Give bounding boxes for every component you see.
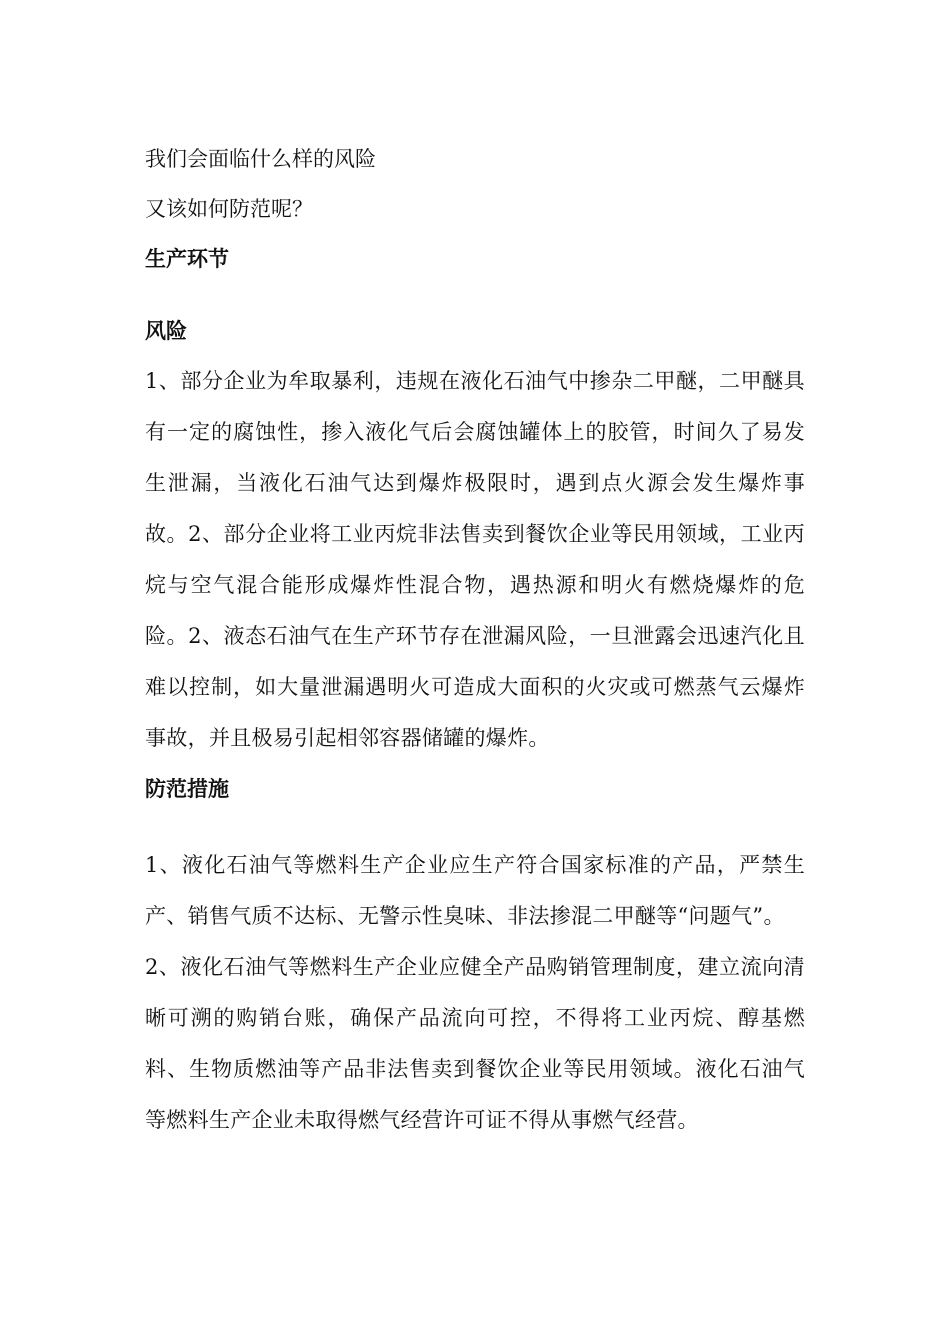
prevention-item-1: 1、液化石油气等燃料生产企业应生产符合国家标准的产品，严禁生产、销售气质不达标、无警示性臭味、非法掺混二甲醚等“问题气”。 bbox=[145, 853, 805, 928]
intro-question-risk: 我们会面临什么样的风险 bbox=[145, 147, 376, 171]
section-title-production: 生产环节 bbox=[145, 246, 229, 271]
spacer bbox=[145, 814, 805, 840]
risk-paragraph: 1、部分企业为牟取暴利，违规在液化石油气中掺杂二甲醚，二甲醚具有一定的腐蚀性，掺入液化气后会腐蚀罐体上的胶管，时间久了易发生泄漏，当液化石油气达到爆炸极限时，遇到点火源会发生爆炸事故。2、部分企业将工业丙烷非法售卖到餐饮企业等民用领域，工业丙烷与空气混合能形成爆炸性混合物，遇热源和明火有燃烧爆炸的危险。2、液态石油气在生产环节存在泄漏风险，一旦泄露会迅速汽化且难以控制，如大量泄漏遇明火可造成大面积的火灾或可燃蒸气云爆炸事故，并且极易引起相邻容器储罐的爆炸。 bbox=[145, 369, 805, 750]
prevention-heading: 防范措施 bbox=[145, 776, 229, 801]
spacer bbox=[145, 284, 805, 306]
prevention-item-2: 2、液化石油气等燃料生产企业应健全产品购销管理制度，建立流向清晰可溯的购销台账，确保产品流向可控，不得将工业丙烷、醇基燃料、生物质燃油等产品非法售卖到餐饮企业等民用领域。液化石油气等燃料生产企业未取得燃气经营许可证不得从事燃气经营。 bbox=[145, 955, 805, 1132]
risk-heading: 风险 bbox=[145, 318, 187, 343]
intro-question-prevention: 又该如何防范呢？ bbox=[145, 197, 313, 221]
document-body bbox=[145, 134, 805, 1146]
